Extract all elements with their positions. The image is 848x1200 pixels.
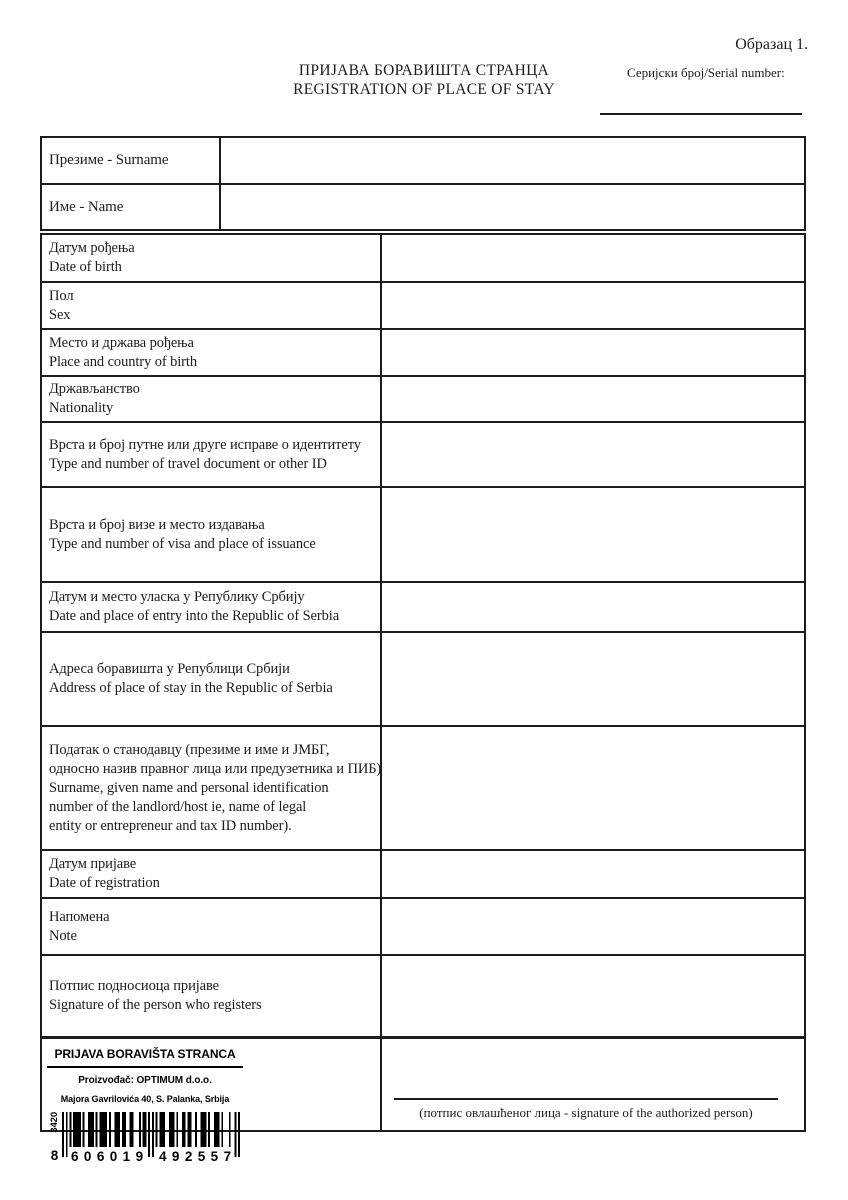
row-address-of-stay: [42, 631, 804, 725]
producer-barcode-cell: [42, 1039, 382, 1163]
row-entry-into-serbia: [42, 581, 804, 631]
row-visa: [42, 486, 804, 581]
label-landlord-info: Податак о станодавцу (презиме и име и ЈМБГ, односно назив правног лица или предузетника и ПИБ) Surname, given name and personal identification number of the landlord/host ie, name of legal entity or entrepreneur and tax ID number).: [42, 727, 382, 849]
label-address-of-stay: Адреса боравишта у Републици Србији Address of place of stay in the Republic of Serbia: [42, 633, 382, 725]
name-table: [40, 136, 806, 231]
serial-number-label: Серијски број/Serial number:: [627, 65, 785, 80]
row-surname: [42, 138, 804, 183]
value-surname: [221, 138, 804, 183]
barcode-first-digit: 8: [50, 1148, 59, 1163]
form-title-serbian: ПРИЈАВА БОРАВИШТА СТРАНЦА: [298, 62, 550, 79]
barcode-block: [47, 1112, 245, 1162]
value-landlord-info: [382, 727, 804, 849]
authorized-signature-line: [394, 1098, 778, 1100]
label-entry-into-serbia: Датум и место уласка у Републику Србију Date and place of entry into the Republic of Serbia: [42, 583, 382, 631]
value-date-of-birth: [382, 235, 804, 281]
row-name: [42, 183, 804, 229]
label-name: Име - Name: [42, 185, 221, 229]
value-travel-document: [382, 423, 804, 486]
authorized-signature-cell: [382, 1039, 804, 1130]
svg-text:606019: 606019: [71, 1149, 143, 1162]
authorized-signature-caption: (потпис овлашћеног лица - signature of the authorized person): [419, 1105, 753, 1120]
label-date-of-birth: Датум рођења Date of birth: [42, 235, 382, 281]
ean-barcode: [62, 1112, 240, 1162]
row-date-of-registration: [42, 849, 804, 897]
label-note: Напомена Note: [42, 899, 382, 954]
row-place-country-of-birth: [42, 328, 804, 375]
row-nationality: [42, 375, 804, 421]
title-underline: [47, 1066, 243, 1068]
value-note: [382, 899, 804, 954]
barcode-side-number: 3420: [49, 1112, 60, 1133]
row-date-of-birth: [42, 235, 804, 281]
form-title-english: REGISTRATION OF PLACE OF STAY: [293, 81, 555, 98]
row-footer: [42, 1036, 804, 1163]
label-sex: Пол Sex: [42, 283, 382, 328]
barcode-left-column: [47, 1112, 62, 1162]
row-sex: [42, 281, 804, 328]
serial-number-blank-line: [600, 113, 802, 115]
label-nationality: Држављанство Nationality: [42, 377, 382, 421]
value-visa: [382, 488, 804, 581]
value-entry-into-serbia: [382, 583, 804, 631]
label-travel-document: Врста и број путне или друге исправе о идентитету Type and number of travel document or other ID: [42, 423, 382, 486]
row-landlord-info: [42, 725, 804, 849]
value-sex: [382, 283, 804, 328]
value-date-of-registration: [382, 851, 804, 897]
value-nationality: [382, 377, 804, 421]
form-number: Образац 1.: [735, 36, 808, 53]
product-title: PRIJAVA BORAVIŠTA STRANCA: [54, 1047, 236, 1061]
label-date-of-registration: Датум пријаве Date of registration: [42, 851, 382, 897]
row-note: [42, 897, 804, 954]
producer-address: Majora Gavrilovića 40, S. Palanka, Srbija: [60, 1094, 230, 1104]
label-visa: Врста и број визе и место издавања Type and number of visa and place of issuance: [42, 488, 382, 581]
value-place-country-of-birth: [382, 330, 804, 375]
svg-text:492557: 492557: [159, 1149, 231, 1162]
label-surname: Презиме - Surname: [42, 138, 221, 183]
label-applicant-signature: Потпис подносиоца пријаве Signature of the person who registers: [42, 956, 382, 1036]
row-applicant-signature: [42, 954, 804, 1036]
producer-block: [45, 1045, 245, 1162]
value-name: [221, 185, 804, 229]
label-place-country-of-birth: Место и држава рођења Place and country of birth: [42, 330, 382, 375]
value-applicant-signature: [382, 956, 804, 1036]
row-travel-document: [42, 421, 804, 486]
value-address-of-stay: [382, 633, 804, 725]
producer-line: Proizvođač: OPTIMUM d.o.o.: [78, 1075, 212, 1086]
details-table: [40, 233, 806, 1163]
